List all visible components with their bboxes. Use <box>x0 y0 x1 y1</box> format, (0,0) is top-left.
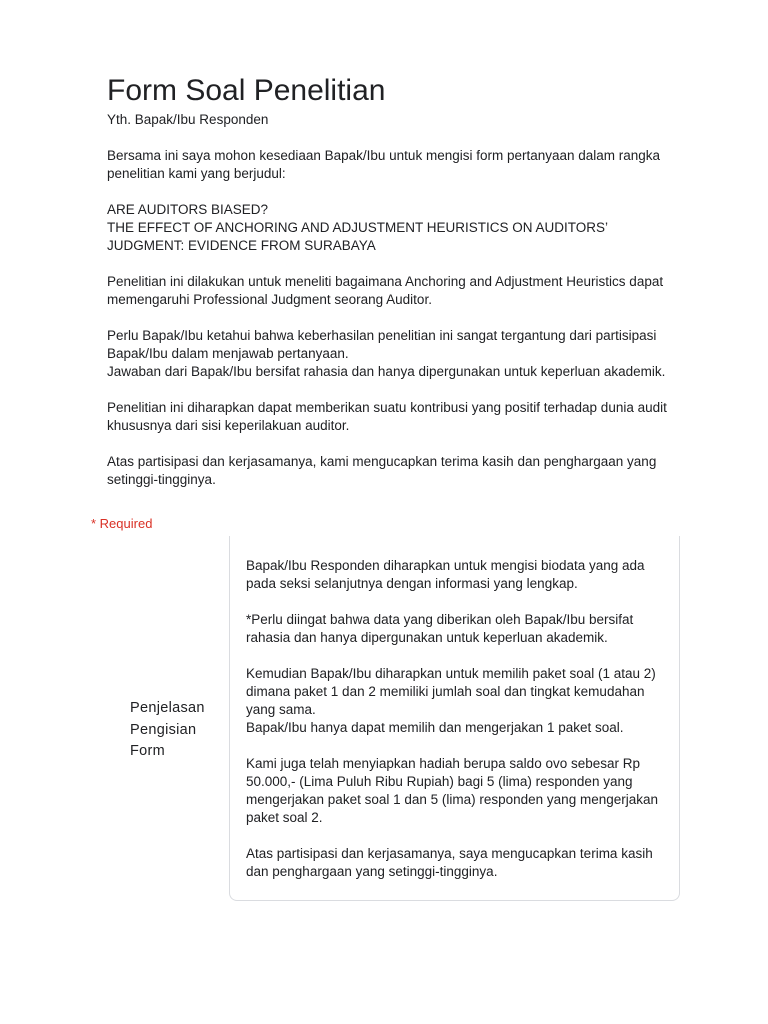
spacer <box>246 737 666 755</box>
confidentiality-text: Jawaban dari Bapak/Ibu bersifat rahasia dan hanya dipergunakan untuk keperluan akademik. <box>107 364 666 379</box>
spacer <box>107 255 667 273</box>
intro-text: Bersama ini saya mohon kesediaan Bapak/Ibu untuk mengisi form pertanyaan dalam rangka penelitian kami yang berjudul: <box>107 148 661 181</box>
spacer <box>107 129 667 147</box>
spacer <box>246 827 666 845</box>
section-paragraph-confidentiality: *Perlu diingat bahwa data yang diberikan oleh Bapak/Ibu bersifat rahasia dan hanya dipergunakan untuk keperluan akademik. <box>246 612 634 645</box>
contribution-text: Penelitian ini diharapkan dapat memberikan suatu kontribusi yang positif terhadap dunia audit khususnya dari sisi keperilakuan auditor. <box>107 400 667 433</box>
spacer <box>246 647 666 665</box>
required-note: * Required <box>91 516 153 531</box>
form-title: Form Soal Penelitian <box>107 74 386 107</box>
section-description <box>246 557 666 881</box>
spacer <box>246 593 666 611</box>
section-paragraph-biodata: Bapak/Ibu Responden diharapkan untuk mengisi biodata yang ada pada seksi selanjutnya dengan informasi yang lengkap. <box>246 558 645 591</box>
section-paragraph-package-limit: Bapak/Ibu hanya dapat memilih dan mengerjakan 1 paket soal. <box>246 720 624 735</box>
research-title-line-2: THE EFFECT OF ANCHORING AND ADJUSTMENT HEURISTICS ON AUDITORS’ JUDGMENT: EVIDENCE FROM SURABAYA <box>107 220 608 253</box>
section-paragraph-reward: Kami juga telah menyiapkan hadiah berupa saldo ovo sebesar Rp 50.000,- (Lima Puluh Ribu Rupiah) bagi 5 (lima) responden yang mengerjakan paket soal 1 dan 5 (lima) responden yang mengerjakan paket soal 2. <box>246 756 659 825</box>
purpose-text: Penelitian ini dilakukan untuk meneliti bagaimana Anchoring and Adjustment Heuristics dapat memengaruhi Professional Judgment seorang Auditor. <box>107 274 664 307</box>
spacer <box>107 183 667 201</box>
thanks-text: Atas partisipasi dan kerjasamanya, kami mengucapkan terima kasih dan penghargaan yang setinggi-tingginya. <box>107 454 657 487</box>
section-paragraph-package-choice: Kemudian Bapak/Ibu diharapkan untuk memilih paket soal (1 atau 2) dimana paket 1 dan 2 memiliki jumlah soal dan tingkat kemudahan yang sama. <box>246 666 656 717</box>
form-description <box>107 111 667 489</box>
research-title-line-1: ARE AUDITORS BIASED? <box>107 202 269 217</box>
section-label: Penjelasan Pengisian Form <box>130 700 205 759</box>
greeting-text: Yth. Bapak/Ibu Responden <box>107 112 269 127</box>
participation-text: Perlu Bapak/Ibu ketahui bahwa keberhasilan penelitian ini sangat tergantung dari partisipasi Bapak/Ibu dalam menjawab pertanyaan. <box>107 328 657 361</box>
section-paragraph-thanks: Atas partisipasi dan kerjasamanya, saya mengucapkan terima kasih dan penghargaan yang setinggi-tingginya. <box>246 846 653 879</box>
spacer <box>107 435 667 453</box>
spacer <box>107 381 667 399</box>
spacer <box>107 309 667 327</box>
